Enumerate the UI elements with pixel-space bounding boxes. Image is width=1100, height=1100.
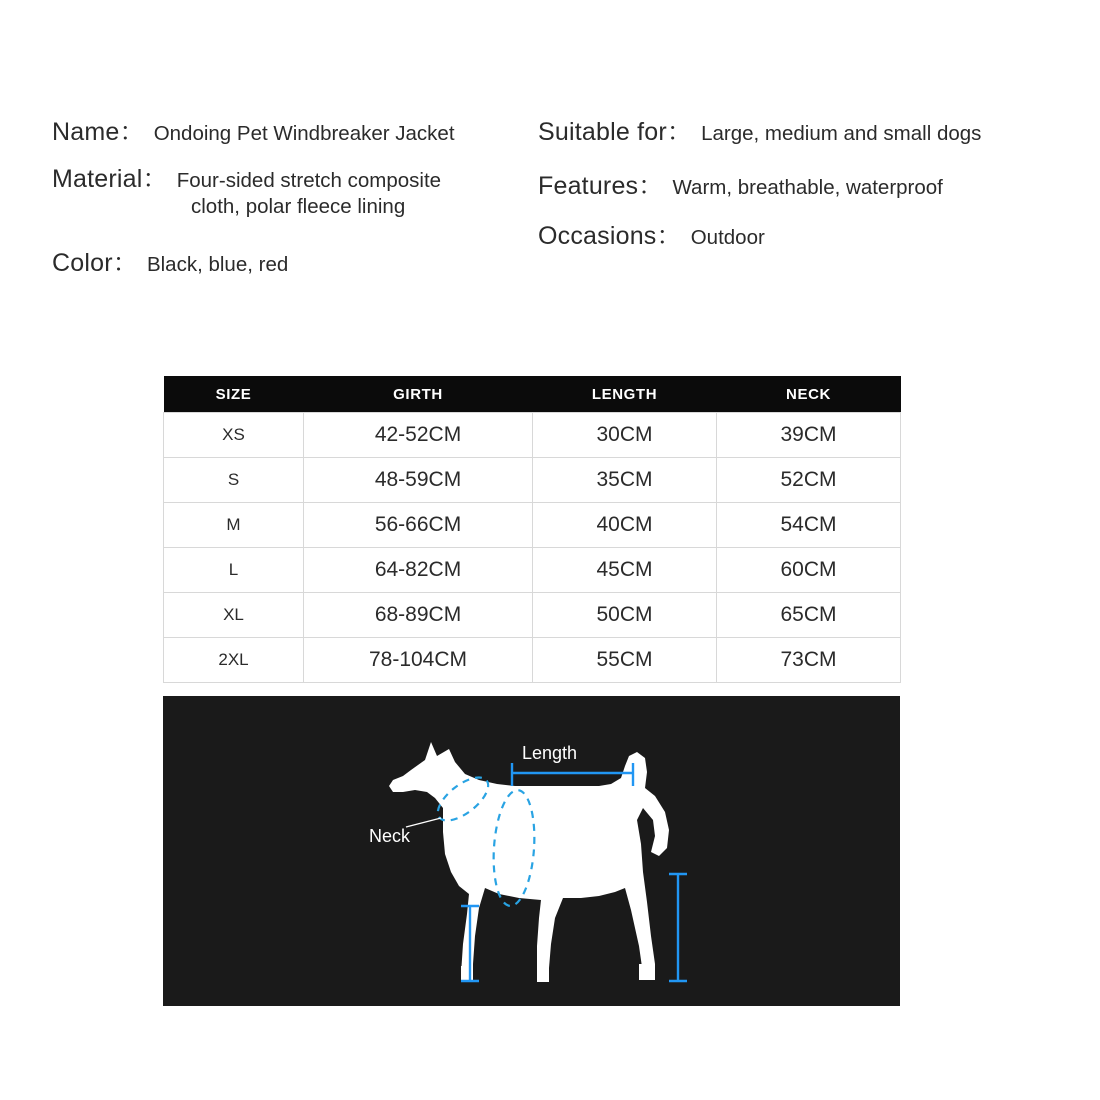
column-header-length: LENGTH [533,376,717,413]
column-header-girth: GIRTH [304,376,533,413]
cell-length: 45CM [533,548,717,593]
spec-colon: ： [119,118,145,146]
cell-neck: 52CM [717,458,901,503]
spec-label-features [538,166,663,202]
spec-label-occasions-text: Occasions [538,222,657,250]
cell-girth: 68-89CM [304,593,533,638]
cell-girth: 42-52CM [304,413,533,458]
cell-length: 35CM [533,458,717,503]
cell-neck: 65CM [717,593,901,638]
cell-girth: 78-104CM [304,638,533,683]
cell-length: 50CM [533,593,717,638]
spec-label-name-text: Name [52,118,120,146]
spec-row-material [52,159,532,221]
spec-label-color [52,243,138,279]
spec-colon: ： [638,172,664,200]
table-row [164,458,901,503]
cell-length: 55CM [533,638,717,683]
spec-label-suitable-for-text: Suitable for [538,118,667,146]
spec-row-color [52,243,532,279]
spec-label-color-text: Color [52,248,113,277]
cell-size: XS [164,413,304,458]
size-table-header-row [164,376,901,413]
size-table-head [164,376,901,413]
label-neck: Neck [369,826,411,846]
spec-label-occasions [538,216,682,252]
size-table [163,376,901,683]
dog-silhouette [389,742,669,982]
specs-column-left [52,112,532,290]
cell-size: XL [164,593,304,638]
column-header-neck: NECK [717,376,901,413]
size-table-body [164,413,901,683]
cell-size: L [164,548,304,593]
label-girth: Girth [568,854,608,874]
cell-size: 2XL [164,638,304,683]
spec-label-material [52,159,168,195]
spec-label-suitable-for [538,112,692,148]
measurement-diagram [163,696,900,1006]
neck-leader-line [406,818,441,827]
spec-colon: ： [666,118,693,146]
label-length: Length [522,743,578,763]
spec-label-features-text: Features [538,172,639,200]
spec-label-name [52,112,145,148]
table-row [164,548,901,593]
spec-value-material-line2: cloth, polar fleece lining [191,195,406,218]
spec-row-suitable-for [538,112,1068,148]
cell-neck: 54CM [717,503,901,548]
cell-girth: 64-82CM [304,548,533,593]
cell-neck: 39CM [717,413,901,458]
spec-value-features: Warm, breathable, waterproof [672,176,943,199]
cell-girth: 56-66CM [304,503,533,548]
cell-size: S [164,458,304,503]
cell-size: M [164,503,304,548]
spec-value-occasions: Outdoor [690,226,765,249]
spec-value-name: Ondoing Pet Windbreaker Jacket [153,122,455,145]
spec-row-name [52,112,532,148]
table-row [164,413,901,458]
spec-row-occasions [538,216,1068,252]
spec-colon: ： [112,248,138,277]
cell-length: 30CM [533,413,717,458]
spec-colon: ： [656,222,682,250]
spec-row-features [538,166,1068,202]
specs-column-right [538,112,1068,263]
spec-value-suitable-for: Large, medium and small dogs [701,122,982,145]
cell-neck: 60CM [717,548,901,593]
spec-value-material: Four-sided stretch composite [176,169,442,192]
table-row [164,593,901,638]
cell-neck: 73CM [717,638,901,683]
size-chart [163,376,900,683]
table-row [164,503,901,548]
spec-colon: ： [142,165,168,193]
cell-length: 40CM [533,503,717,548]
column-header-size: SIZE [164,376,304,413]
cell-girth: 48-59CM [304,458,533,503]
table-row [164,638,901,683]
spec-value-color: Black, blue, red [146,252,289,276]
spec-label-material-text: Material [52,165,143,193]
height-measure-line-right [669,874,687,981]
